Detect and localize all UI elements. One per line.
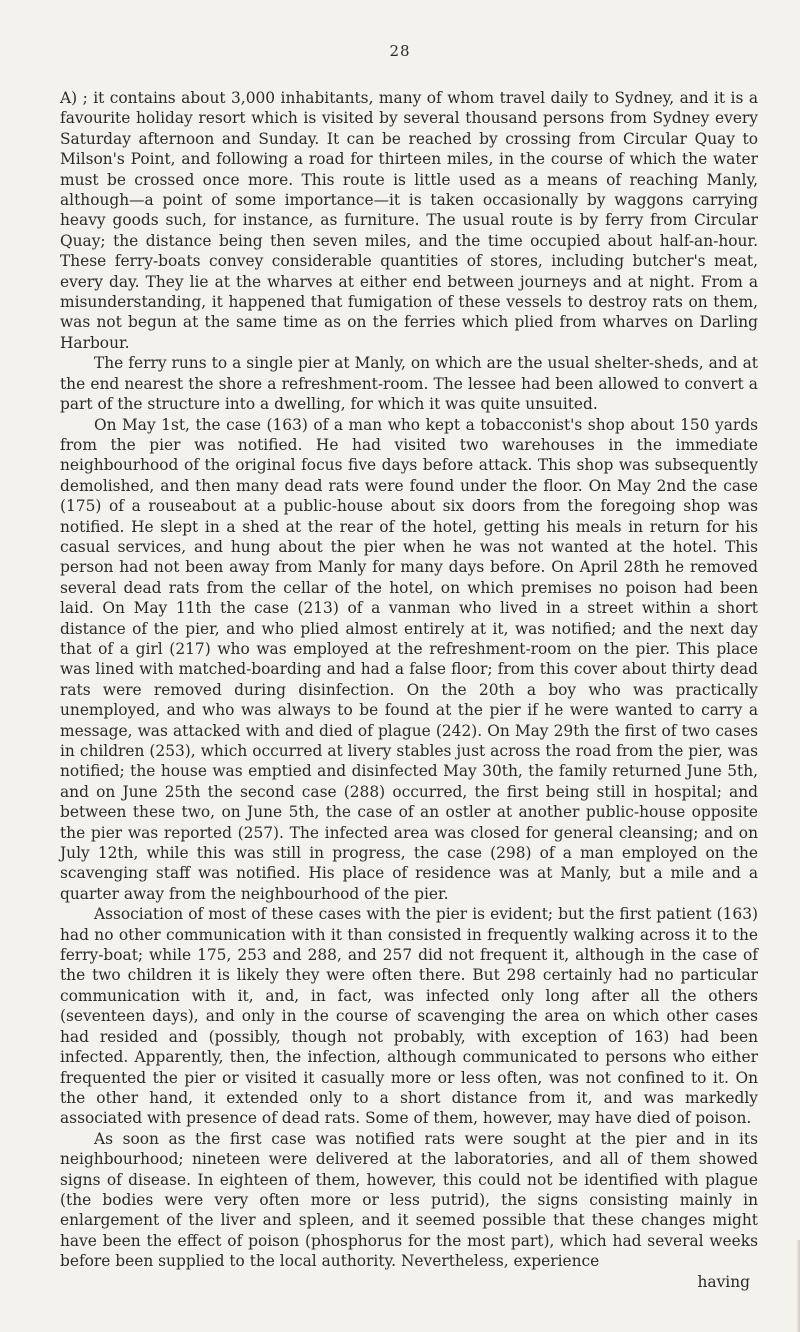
paragraph-2: The ferry runs to a single pier at Manly, on which are the usual shelter-sheds, and at the end nearest the shore a refreshment-room. The lessee had been allowed to convert a part of the structure into a dwelling, for which it was quite unsuited.: [60, 354, 758, 414]
catchword: having: [697, 1272, 750, 1291]
paragraph-1: A) ; it contains about 3,000 inhabitants, many of whom travel daily to Sydney, and it is a favourite holiday resort which is visited by several thousand persons from Sydney every Saturday afternoon and Sunday. It can be reached by crossing from Circular Quay to Milson's Point, and following a road for thirteen miles, in the course of which the water must be crossed once more. This route is little used as a means of reaching Manly, although—a point of some importance—it is taken occasionally by waggons carrying heavy goods such, for instance, as furniture. The usual route is by ferry from Circular Quay; the distance being then seven miles, and the time occupied about half-an-hour. These ferry-boats convey considerable quantities of stores, including butcher's meat, every day. They lie at the wharves at either end between journeys and at night. From a misunderstanding, it happened that fumigation of these vessels to destroy rats on them, was not begun at the same time as on the ferries which plied from wharves on Darling Harbour.: [60, 89, 758, 352]
paragraph-5: As soon as the first case was notified rats were sought at the pier and in its neighbourhood; nineteen were delivered at the laboratories, and all of them showed signs of disease. In eighteen of them, however, this could not be identified with plague (the bodies were very often more or less putrid), the signs consisting mainly in enlargement of the liver and spleen, and it seemed possible that these changes might have been the effect of poison (phosphorus for the most part), which had several weeks before been supplied to the local authority. Nevertheless, experience: [60, 1129, 758, 1271]
paragraph-4: Association of most of these cases with the pier is evident; but the first patient (163) had no other communication with it than consisted in frequently walking across it to the ferry-boat; while 175, 253 and 288, and 257 did not frequent it, although in the case of the two children it is likely they were often there. But 298 certainly had no particular communication with it, and, in fact, was infected only long after all the others (seventeen days), and only in the course of scavenging the area on which other cases had resided and (possibly, though not probably, with exception of 163) had been infected. Apparently, then, the infection, although communicated to persons who either frequented the pier or visited it casually more or less often, was not confined to it. On the other hand, it extended only to a short distance from it, and was markedly associated with presence of dead rats. Some of them, however, may have died of poison.: [60, 905, 758, 1128]
document-body: [60, 88, 758, 1292]
page-edge-shadow: [796, 1240, 800, 1332]
paragraph-3: On May 1st, the case (163) of a man who kept a tobacconist's shop about 150 yards from the pier was notified. He had visited two warehouses in the immediate neighbourhood of the original focus five days before attack. This shop was subsequently demolished, and then many dead rats were found under the floor. On May 2nd the case (175) of a rouseabout at a public-house about six doors from the foregoing shop was notified. He slept in a shed at the rear of the hotel, getting his meals in return for his casual services, and hung about the pier when he was not wanted at the hotel. This person had not been away from Manly for many days before. On April 28th he removed several dead rats from the cellar of the hotel, on which premises no poison had been laid. On May 11th the case (213) of a vanman who lived in a street within a short distance of the pier, and who plied almost entirely at it, was notified; and the next day that of a girl (217) who was employed at the refreshment-room on the pier. This place was lined with matched-boarding and had a false floor; from this cover about thirty dead rats were removed during disinfection. On the 20th a boy who was practically unemployed, and who was always to be found at the pier if he were wanted to carry a message, was attacked with and died of plague (242). On May 29th the first of two cases in children (253), which occurred at livery stables just across the road from the pier, was notified; the house was emptied and disinfected May 30th, the family returned June 5th, and on June 25th the second case (288) occurred, the first being still in hospital; and between these two, on June 5th, the case of an ostler at another public-house opposite the pier was reported (257). The infected area was closed for general cleansing; and on July 12th, while this was still in progress, the case (298) of a man employed on the scavenging staff was notified. His place of residence was at Manly, but a mile and a quarter away from the neighbourhood of the pier.: [60, 415, 758, 903]
page-number: 28: [389, 42, 411, 60]
